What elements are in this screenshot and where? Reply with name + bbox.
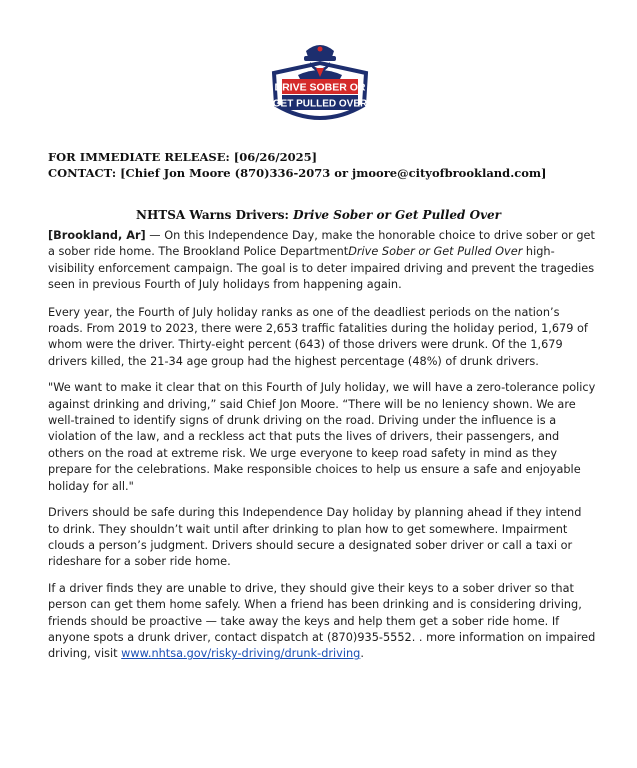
paragraph-quote: "We want to make it clear that on this Fourth of July holiday, we will have a zero-tolerance policy against drinking and driving,” said Chief Jon Moore. “There will be no leniency shown. We are well-trained to identify signs of drunk driving on the road. Driving under the influence is a violation of the law, and a reckless act that puts the lives of drivers, their passengers, and others on the road at extreme risk. We urge everyone to keep road safety in mind as they prepare for the celebrations. Make responsible choices to help us ensure a safe and enjoyable holiday for all." [48,381,596,493]
contact-value: [Chief Jon Moore (870)336-2073 or jmoore@cityofbrookland.com] [120,166,547,180]
nhtsa-link[interactable]: www.nhtsa.gov/risky-driving/drunk-driving [121,647,361,661]
intro-text-2: high-visibility enforcement campaign. The goal is to deter impaired driving and prevent the tragedies seen in previous Fourth of July holidays from happening again. [48,245,595,292]
release-label: FOR IMMEDIATE RELEASE: [48,150,230,164]
release-date: [06/26/2025] [233,150,318,164]
release-header [48,149,608,181]
paragraph-intro [48,228,596,294]
paragraph-friends [48,581,596,663]
paragraph-statistics: Every year, the Fourth of July holiday ranks as one of the deadliest periods on the nation’s roads. From 2019 to 2023, there were 2,653 traffic fatalities during the holiday period, 1,679 of whom were the driver. Thirty-eight percent (643) of those drivers were drunk. Of the 1,679 drivers killed, the 21-34 age group had the highest percentage (48%) of drunk drivers. [48,305,588,368]
police-officer-badge-icon [268,35,372,131]
press-release-title [0,207,637,223]
intro-text-1: — On this Independence Day, make the honorable choice to drive sober or get a sober ride home. The Brookland Police Department [48,229,595,259]
title-prefix: NHTSA Warns Drivers: [136,208,294,222]
press-release-body [48,228,596,673]
campaign-name: Drive Sober or Get Pulled Over [348,245,523,259]
contact-label: CONTACT: [48,166,117,180]
friends-text: If a driver finds they are unable to drive, they should give their keys to a sober driver so that person can get them home safely. When a friend has been drinking and is considering driving, friends should be proactive — take away the keys and help them get a sober ride home. If anyone spots a drunk driver, contact dispatch at (870)935-5552. . more information on impaired driving, visit [48,581,596,661]
logo-line2: GET PULLED OVER [272,98,368,110]
title-campaign: Drive Sober or Get Pulled Over [293,208,501,222]
logo-line1: DRIVE SOBER OR [274,81,366,94]
contact-line [48,165,608,181]
release-line [48,149,608,165]
dateline: [Brookland, Ar] [48,229,146,242]
paragraph-planning: Drivers should be safe during this Independence Day holiday by planning ahead if they intend to drink. They shouldn’t wait until after drinking to plan how to get somewhere. Impairment clouds a person’s judgment. Drivers should secure a designated sober driver or call a taxi or rideshare for a sober ride home. [48,506,582,569]
friends-end: . [360,647,364,661]
campaign-logo [268,35,372,131]
